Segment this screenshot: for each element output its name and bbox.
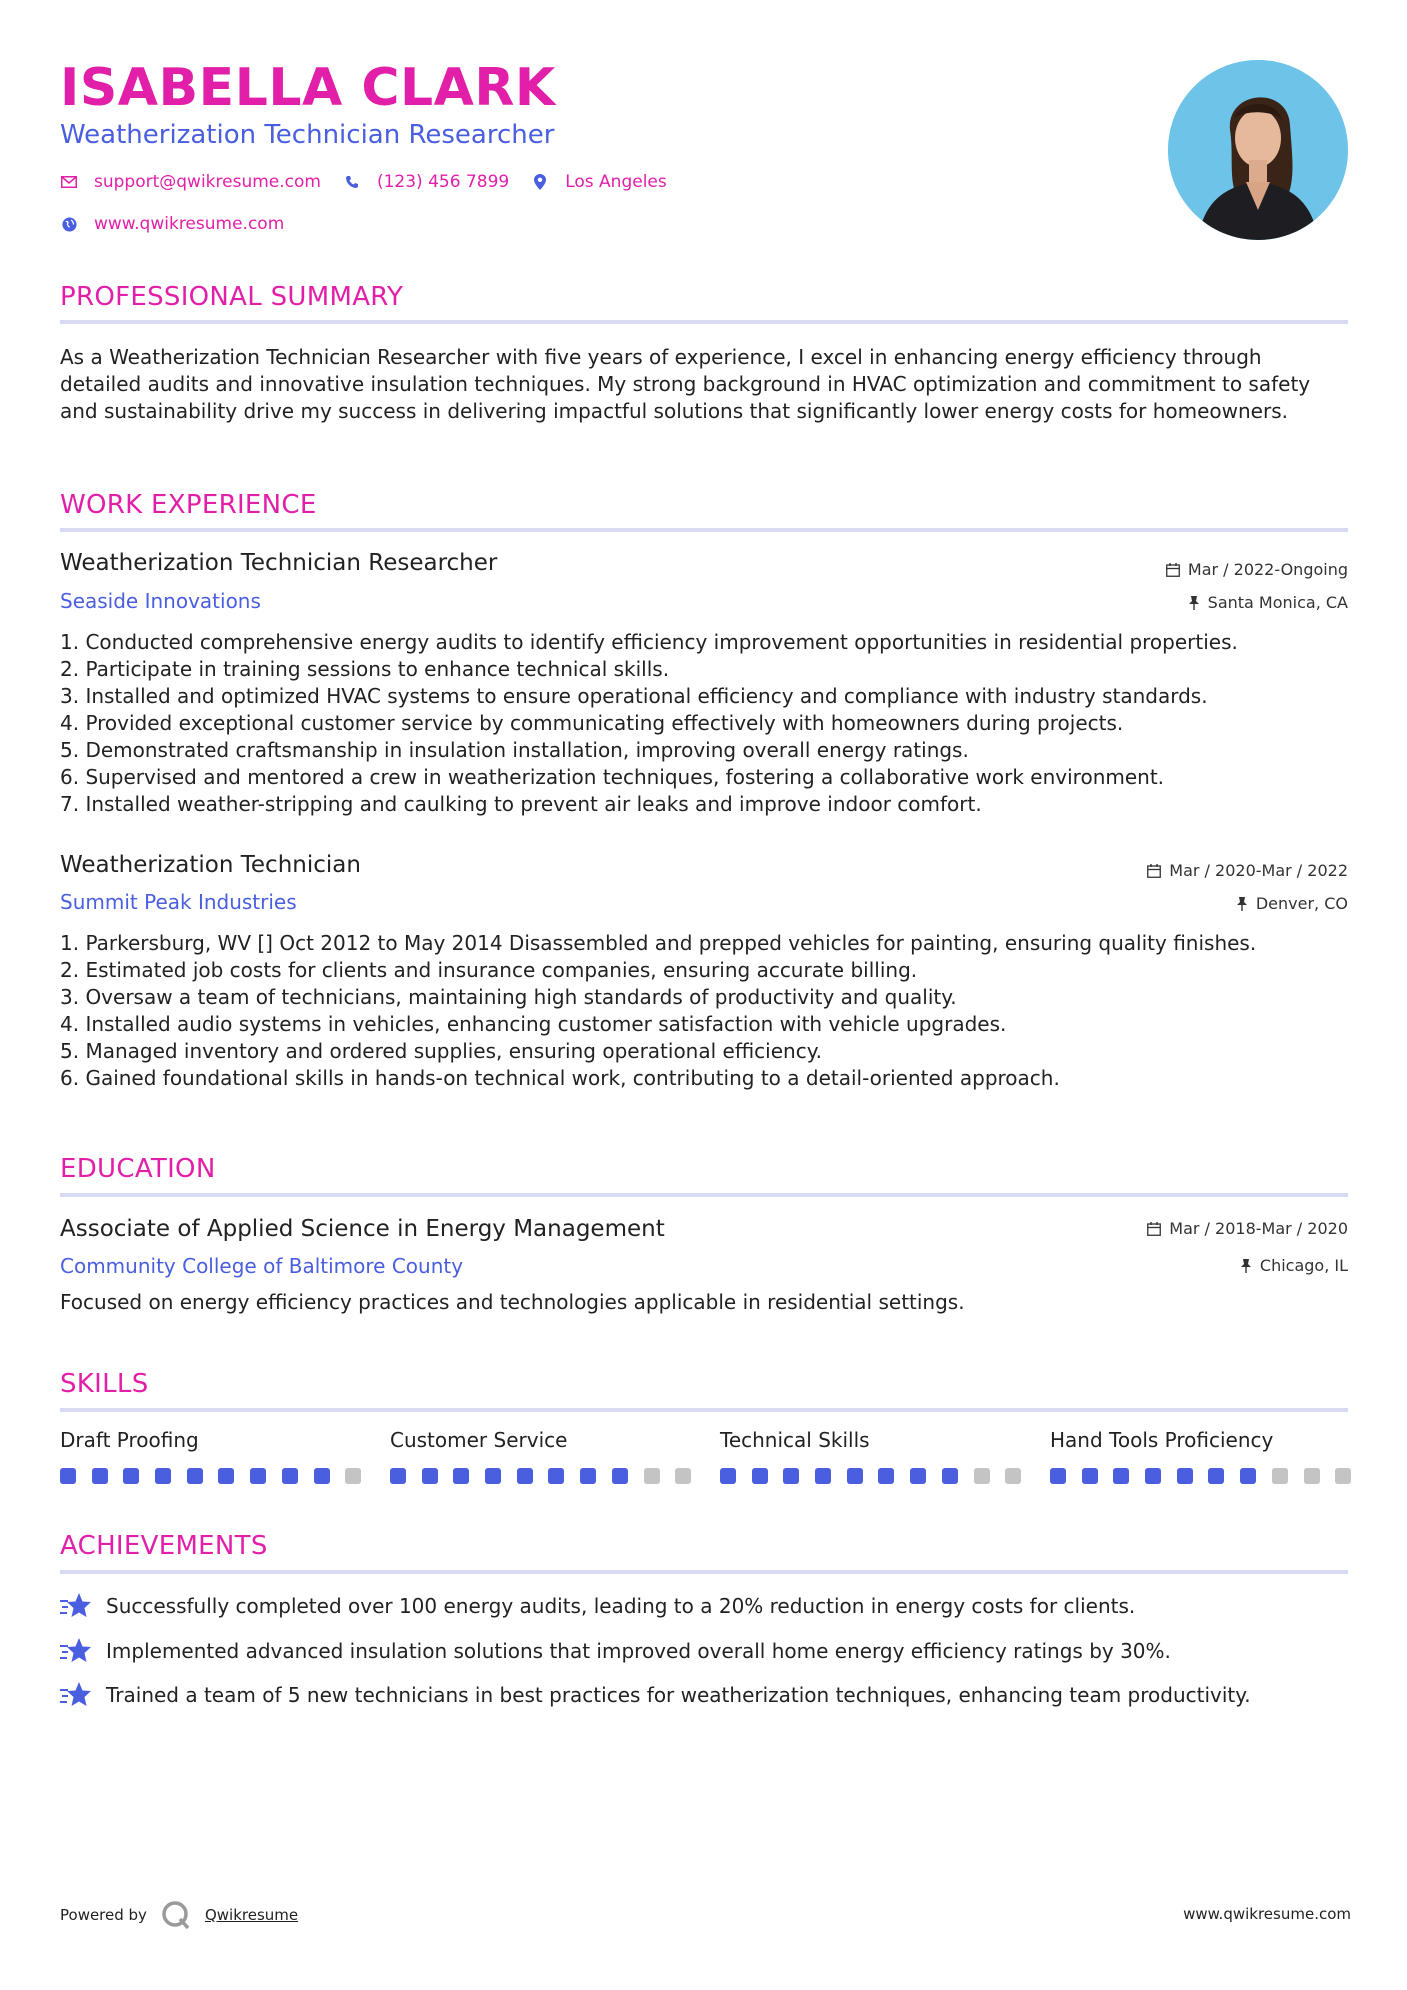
job-title: Weatherization Technician	[60, 852, 361, 878]
achievement-item	[60, 1636, 1171, 1666]
education-description: Focused on energy efficiency practices and technologies applicable in residential settings.	[60, 1290, 965, 1314]
skill-dot-empty	[345, 1468, 361, 1484]
email-icon	[60, 173, 78, 191]
job-bullet: 2. Participate in training sessions to enhance technical skills.	[60, 657, 670, 681]
skill-item	[1050, 1428, 1350, 1452]
achievement-item	[60, 1680, 1251, 1710]
globe-icon	[60, 215, 78, 233]
contact-row	[60, 172, 667, 192]
website-row	[60, 214, 284, 234]
achievements-heading: ACHIEVEMENTS	[60, 1531, 268, 1561]
job-bullets	[60, 930, 1340, 1092]
skill-dot-empty	[1272, 1468, 1288, 1484]
achievement-text: Implemented advanced insulation solutions that improved overall home energy efficiency ratings by 30%.	[106, 1639, 1171, 1663]
job-bullet: 6. Supervised and mentored a crew in weatherization techniques, fostering a collaborative work environment.	[60, 765, 1165, 789]
footer-url[interactable]: www.qwikresume.com	[1183, 1905, 1351, 1923]
qwikresume-logo-icon	[161, 1900, 191, 1930]
summary-divider	[60, 320, 1348, 324]
skill-item	[720, 1428, 1020, 1452]
powered-by-label: Powered by	[60, 1906, 147, 1924]
job-dates	[1166, 560, 1348, 579]
job-bullet: 6. Gained foundational skills in hands-on technical work, contributing to a detail-oriented approach.	[60, 1066, 1060, 1090]
email-link[interactable]: support@qwikresume.com	[94, 172, 321, 192]
skill-dot-filled	[1177, 1468, 1193, 1484]
calendar-icon	[1147, 864, 1161, 878]
job-bullet: 7. Installed weather-stripping and caulking to prevent air leaks and improve indoor comfort.	[60, 792, 982, 816]
experience-heading: WORK EXPERIENCE	[60, 490, 317, 520]
skill-dot-empty	[675, 1468, 691, 1484]
company-name: Seaside Innovations	[60, 589, 261, 613]
skill-rating	[1050, 1468, 1367, 1484]
skill-dot-filled	[1208, 1468, 1224, 1484]
location-text: Los Angeles	[565, 172, 667, 192]
skill-dot-filled	[250, 1468, 266, 1484]
summary-text: As a Weatherization Technician Researcher with five years of experience, I excel in enhancing energy efficiency through detailed audits and innovative insulation techniques. My strong background in HVAC optimization and commitment to safety and sustainability drive my success in delivering impactful solutions that significantly lower energy costs for homeowners.	[60, 345, 1311, 423]
job-location	[1188, 593, 1348, 612]
job-location	[1236, 894, 1348, 913]
skill-name: Technical Skills	[720, 1428, 870, 1452]
skill-dot-filled	[92, 1468, 108, 1484]
job-bullet: 5. Managed inventory and ordered supplies, ensuring operational efficiency.	[60, 1039, 823, 1063]
skill-dot-filled	[720, 1468, 736, 1484]
pushpin-icon	[1236, 897, 1248, 911]
skill-dot-filled	[187, 1468, 203, 1484]
achievement-item	[60, 1591, 1135, 1621]
skill-dot-filled	[910, 1468, 926, 1484]
job-dates-text: Mar / 2022-Ongoing	[1187, 560, 1348, 579]
job-bullet: 1. Parkersburg, WV [] Oct 2012 to May 2014 Disassembled and prepped vehicles for painting, ensuring quality finishes.	[60, 931, 1257, 955]
skill-dot-filled	[1050, 1468, 1066, 1484]
job-dates-text: Mar / 2020-Mar / 2022	[1169, 861, 1348, 880]
qwikresume-link[interactable]: Qwikresume	[204, 1906, 299, 1924]
achievements-divider	[60, 1570, 1348, 1574]
job-bullet: 3. Installed and optimized HVAC systems to ensure operational efficiency and compliance with industry standards.	[60, 684, 1208, 708]
skill-dot-filled	[218, 1468, 234, 1484]
degree-title: Associate of Applied Science in Energy Management	[60, 1216, 665, 1242]
skill-item	[60, 1428, 360, 1452]
skills-divider	[60, 1408, 1348, 1412]
skill-name: Draft Proofing	[60, 1428, 199, 1452]
skill-dot-empty	[644, 1468, 660, 1484]
skill-dot-filled	[314, 1468, 330, 1484]
job-location-text: Denver, CO	[1255, 894, 1348, 913]
achievement-text: Successfully completed over 100 energy audits, leading to a 20% reduction in energy costs for clients.	[106, 1594, 1136, 1618]
education-heading: EDUCATION	[60, 1154, 216, 1184]
job-title: Weatherization Technician Researcher	[60, 550, 498, 576]
education-location-text: Chicago, IL	[1259, 1256, 1348, 1275]
footer-branding	[60, 1900, 298, 1930]
summary-heading: PROFESSIONAL SUMMARY	[60, 282, 404, 312]
job-dates	[1147, 861, 1348, 880]
education-location	[1240, 1256, 1348, 1275]
skill-dot-empty	[1005, 1468, 1021, 1484]
job-location-text: Santa Monica, CA	[1207, 593, 1348, 612]
skill-dot-filled	[453, 1468, 469, 1484]
star-icon	[60, 1591, 92, 1621]
skills-heading: SKILLS	[60, 1369, 149, 1399]
skill-dot-filled	[580, 1468, 596, 1484]
company-name: Summit Peak Industries	[60, 890, 297, 914]
skill-dot-empty	[974, 1468, 990, 1484]
skill-dot-filled	[815, 1468, 831, 1484]
pushpin-icon	[1240, 1259, 1252, 1273]
calendar-icon	[1166, 563, 1180, 577]
pushpin-icon	[1188, 596, 1200, 610]
skill-dot-filled	[60, 1468, 76, 1484]
skill-item	[390, 1428, 690, 1452]
skill-rating	[60, 1468, 377, 1484]
location-pin-icon	[531, 173, 549, 191]
job-bullet: 1. Conducted comprehensive energy audits to identify efficiency improvement opportunities in residential properties.	[60, 630, 1238, 654]
school-name: Community College of Baltimore County	[60, 1254, 464, 1278]
education-dates-text: Mar / 2018-Mar / 2020	[1169, 1219, 1348, 1238]
phone-number[interactable]: (123) 456 7899	[376, 172, 510, 192]
skill-dot-filled	[155, 1468, 171, 1484]
job-bullet: 2. Estimated job costs for clients and insurance companies, ensuring accurate billing.	[60, 958, 918, 982]
candidate-title: Weatherization Technician Researcher	[60, 120, 555, 150]
skill-dot-filled	[1082, 1468, 1098, 1484]
skill-dot-filled	[847, 1468, 863, 1484]
skill-dot-filled	[1145, 1468, 1161, 1484]
job-bullet: 3. Oversaw a team of technicians, maintaining high standards of productivity and quality.	[60, 985, 957, 1009]
skill-dot-filled	[942, 1468, 958, 1484]
skill-dot-filled	[548, 1468, 564, 1484]
skill-name: Hand Tools Proficiency	[1050, 1428, 1274, 1452]
skill-dot-filled	[517, 1468, 533, 1484]
skill-dot-filled	[422, 1468, 438, 1484]
skill-dot-filled	[390, 1468, 406, 1484]
skill-dot-filled	[612, 1468, 628, 1484]
job-bullet: 4. Provided exceptional customer service by communicating effectively with homeowners during projects.	[60, 711, 1124, 735]
website-link[interactable]: www.qwikresume.com	[94, 214, 285, 234]
candidate-name: ISABELLA CLARK	[60, 58, 556, 118]
skill-rating	[720, 1468, 1037, 1484]
profile-photo	[1168, 60, 1348, 240]
skill-dot-filled	[783, 1468, 799, 1484]
education-dates	[1147, 1219, 1348, 1238]
skill-dot-filled	[1113, 1468, 1129, 1484]
skill-dot-filled	[878, 1468, 894, 1484]
skill-dot-filled	[282, 1468, 298, 1484]
star-icon	[60, 1636, 92, 1666]
skill-dot-empty	[1335, 1468, 1351, 1484]
phone-icon	[343, 173, 361, 191]
skill-dot-empty	[1304, 1468, 1320, 1484]
skill-name: Customer Service	[390, 1428, 568, 1452]
skill-dot-filled	[1240, 1468, 1256, 1484]
skill-dot-filled	[752, 1468, 768, 1484]
skill-dot-filled	[123, 1468, 139, 1484]
education-divider	[60, 1193, 1348, 1197]
skill-rating	[390, 1468, 707, 1484]
skill-dot-filled	[485, 1468, 501, 1484]
calendar-icon	[1147, 1222, 1161, 1236]
job-bullet: 4. Installed audio systems in vehicles, enhancing customer satisfaction with vehicle upgrades.	[60, 1012, 1007, 1036]
achievement-text: Trained a team of 5 new technicians in best practices for weatherization techniques, enhancing team productivity.	[106, 1683, 1251, 1707]
experience-divider	[60, 528, 1348, 532]
job-bullet: 5. Demonstrated craftsmanship in insulation installation, improving overall energy ratings.	[60, 738, 969, 762]
job-bullets	[60, 629, 1340, 818]
star-icon	[60, 1680, 92, 1710]
